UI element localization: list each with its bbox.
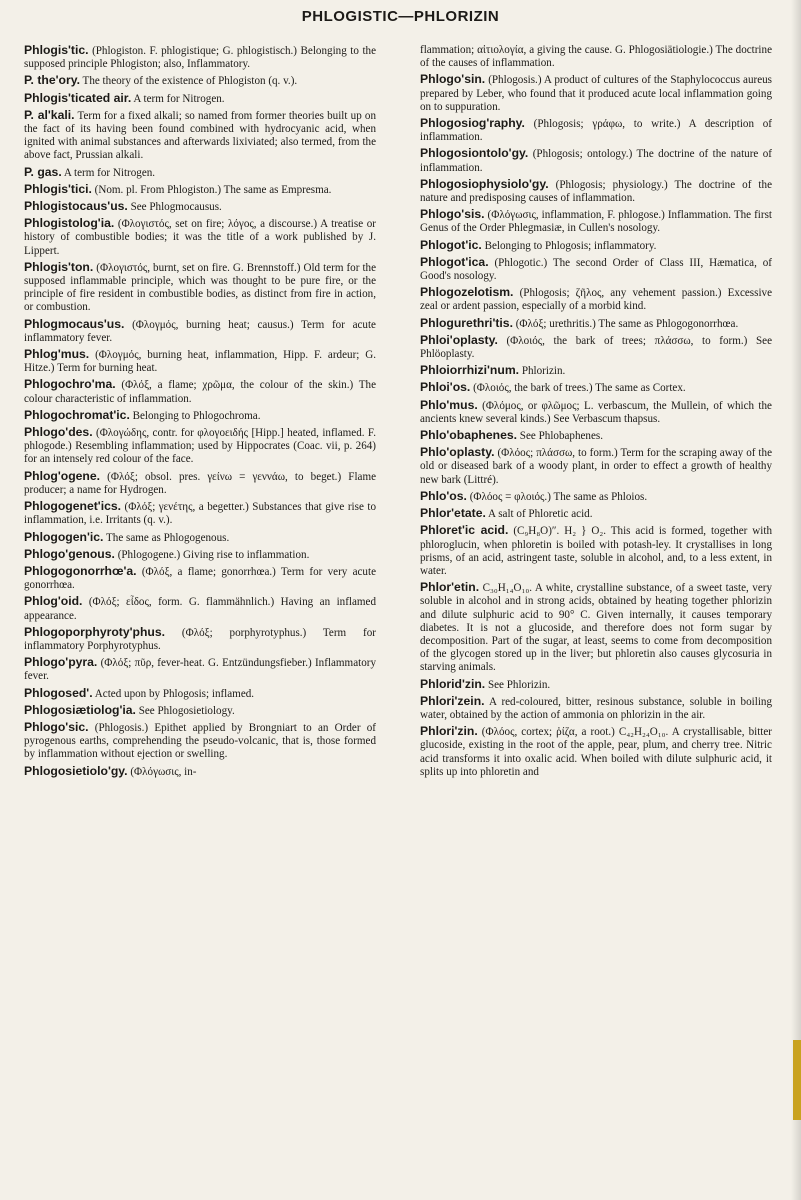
entry-headword: Phlogosiog'raphy. bbox=[420, 116, 525, 131]
entry-definition: (Φλόγωσις, in- bbox=[127, 765, 197, 778]
dictionary-entry bbox=[24, 548, 376, 562]
entry-definition: (Φλόος, cortex; ῥίζα, a root.) C₄₂H₂₄O₁₀. A crystallisable, bitter glucoside, existing in the root of the apple, pear, plum, and cherry tree. Nitric acid transforms it into oxalic acid. When boiled with dilute sulphuric acid, it splits up into phloretin and bbox=[420, 726, 772, 778]
entry-definition: (Phlogosis.) Epithet applied by Brongniart to an Order of pyrogenous earths, comprehending the pseudo-volcanic, that is, those formed by inflammation without ejection or swelling. bbox=[24, 721, 376, 761]
entry-definition: A red-coloured, bitter, resinous substance, soluble in boiling water, obtained by the action of ammonia on phlorizin in the air. bbox=[420, 695, 772, 721]
dictionary-entry bbox=[24, 656, 376, 683]
entry-headword: Phlogochromat'ic. bbox=[24, 407, 130, 422]
dictionary-entry bbox=[24, 687, 376, 701]
entry-headword: Phlo'obaphenes. bbox=[420, 428, 518, 443]
entry-definition: (Phlogosis.) A product of cultures of the Staphylococcus aureus prepared by Leber, who found that it produced acute local inflammation going on to suppuration. bbox=[420, 74, 772, 113]
dictionary-entry bbox=[24, 200, 376, 214]
entry-headword: Phlog'ogene. bbox=[24, 468, 101, 483]
entry-definition: (Phlogosis; physiology.) The doctrine of the nature and predisposing causes of inflammation. bbox=[420, 178, 772, 205]
entry-definition: Acted upon by Phlogosis; inflamed. bbox=[92, 687, 255, 700]
dictionary-entry bbox=[420, 147, 772, 174]
entry-definition: Belonging to Phlogochroma. bbox=[129, 409, 261, 422]
dictionary-entry bbox=[420, 286, 772, 313]
entry-headword: Phlogurethri'tis. bbox=[420, 315, 513, 330]
dictionary-entry bbox=[420, 73, 772, 114]
entry-definition: (Phlogosis; ontology.) The doctrine of the nature of inflammation. bbox=[420, 148, 772, 174]
dictionary-entry bbox=[420, 208, 772, 235]
entry-headword: Phlori'zin. bbox=[420, 724, 478, 739]
entry-headword: Phlogis'ton. bbox=[24, 259, 94, 274]
dictionary-entry bbox=[24, 565, 376, 592]
dictionary-entry bbox=[24, 704, 376, 718]
entry-headword: Phlogistolog'ia. bbox=[24, 216, 115, 231]
dictionary-entry bbox=[24, 261, 376, 315]
dictionary-entry bbox=[420, 256, 772, 283]
dictionary-entry bbox=[24, 500, 376, 527]
dictionary-entry bbox=[420, 381, 772, 395]
entry-headword: Phlogogen'ic. bbox=[24, 529, 104, 544]
dictionary-entry bbox=[24, 470, 376, 497]
entry-definition: (Φλόγωσις, inflammation, F. phlogose.) Inflammation. The first Genus of the Order Phlegmasiæ, in Cullen's nosology. bbox=[420, 209, 772, 235]
right-column bbox=[420, 44, 772, 782]
dictionary-entry bbox=[420, 490, 772, 504]
dictionary-entry bbox=[24, 378, 376, 405]
dictionary-entry bbox=[24, 166, 376, 180]
entry-headword: Phlogis'tici. bbox=[24, 181, 92, 196]
entry-definition: The same as Phlogogenous. bbox=[103, 531, 230, 544]
entry-definition: A term for Nitrogen. bbox=[61, 166, 156, 179]
dictionary-entry bbox=[420, 239, 772, 253]
entry-headword: P. gas. bbox=[24, 164, 62, 179]
entry-definition: (Φλογμός, burning heat; causus.) Term for acute inflammatory fever. bbox=[24, 318, 376, 344]
entry-headword: Phlor'etin. bbox=[420, 580, 480, 595]
entry-definition: A term for Nitrogen. bbox=[131, 92, 225, 105]
entry-definition: (Phlogogene.) Giving rise to inflammation. bbox=[114, 548, 310, 561]
entry-definition: (Φλόξ; porphyrotyphus.) Term for inflammatory Porphyrotyphus. bbox=[24, 626, 376, 652]
entry-headword: Phlogot'ica. bbox=[420, 254, 489, 269]
entry-definition: (Φλόξ, a flame; χρῶμα, the colour of the skin.) The colour characteristic of inflammation. bbox=[24, 379, 376, 405]
entry-headword: Phlo'mus. bbox=[420, 397, 478, 412]
entry-definition: Phlorizin. bbox=[519, 365, 566, 378]
entry-headword: Phlogis'tic. bbox=[24, 43, 89, 57]
entry-headword: Phlog'mus. bbox=[24, 347, 90, 362]
entry-definition: (Phlogotic.) The second Order of Class III, Hæmatica, of Good's nosology. bbox=[420, 256, 772, 283]
entry-definition: (Φλόμος, or φλῶμος; L. verbascum, the Mullein, of which the ancients knew several kinds.) See Verbascum thapsus. bbox=[420, 399, 772, 425]
dictionary-entry bbox=[24, 595, 376, 622]
dictionary-entry bbox=[24, 426, 376, 467]
entry-definition: See Phlorizin. bbox=[485, 678, 551, 691]
dictionary-entry bbox=[24, 183, 376, 197]
entry-definition: (C₉H₈O)″. H₂ } O₂. This acid is formed, together with phloroglucin, when phloretin is boiled with potash-ley. It crystallises in long prisms, of an acid, astringent taste, soluble in alcohol, and, to a less extent, in water. bbox=[420, 525, 772, 577]
dictionary-entry bbox=[420, 317, 772, 331]
entry-headword: Phlog'oid. bbox=[24, 594, 83, 609]
dictionary-entry bbox=[420, 581, 772, 674]
entry-definition: See Phlogosietiology. bbox=[135, 704, 235, 717]
dictionary-entry bbox=[420, 524, 772, 578]
entry-headword: Phlogo'sic. bbox=[24, 719, 89, 734]
dictionary-entry bbox=[420, 695, 772, 722]
entry-headword: Phlor'etate. bbox=[420, 506, 486, 521]
entry-headword: Phlogmocaus'us. bbox=[24, 316, 125, 331]
dictionary-entry bbox=[420, 678, 772, 692]
entry-headword: Phlogistocaus'us. bbox=[24, 199, 128, 214]
entry-definition: A salt of Phloretic acid. bbox=[485, 508, 593, 521]
dictionary-entry bbox=[420, 429, 772, 443]
entry-headword: Phlogosiontolo'gy. bbox=[420, 146, 529, 161]
dictionary-entry bbox=[420, 334, 772, 361]
entry-definition: The theory of the existence of Phlogiston (q. v.). bbox=[79, 75, 298, 88]
entry-definition: (Phlogiston. F. phlogistique; G. phlogistisch.) Belonging to the supposed principle Phlogiston; also, Inflammatory. bbox=[24, 45, 376, 71]
entry-headword: Phlogochro'ma. bbox=[24, 377, 116, 392]
entry-definition: Belonging to Phlogosis; inflammatory. bbox=[481, 239, 657, 252]
dictionary-entry bbox=[24, 109, 376, 163]
left-column bbox=[24, 44, 376, 782]
dictionary-entry bbox=[420, 725, 772, 779]
dictionary-entry bbox=[420, 507, 772, 521]
entry-definition: (Phlogosis; γράφω, to write.) A description of inflammation. bbox=[420, 118, 772, 144]
entry-definition: Term for a fixed alkali; so named from former theories built up on the fact of its having been found combined with hydrocyanic acid, when ignited with animal substances and afterwards lixiviated; also termed, from the above fact, Prussian alkali. bbox=[24, 109, 377, 162]
entry-headword: Phlogoporphyroty'phus. bbox=[24, 624, 166, 639]
entry-headword: Phloi'oplasty. bbox=[420, 332, 498, 347]
entry-headword: Phlogosietiolo'gy. bbox=[24, 763, 128, 778]
entry-headword: Phlo'os. bbox=[420, 488, 467, 503]
entry-headword: Phlogosed'. bbox=[24, 685, 93, 700]
entry-definition: C₃₀H₁₄O₁₀. A white, crystalline substance, of a sweet taste, very soluble in alcohol and in strong acids, obtained by heating together phlorizin and dilute sulphuric acid to 90° C. Given internally, it causes temporary diabetes. It is not a glucoside, and therefore does not form sugar by decomposition. Part of the sugar, at least, seems to come from decomposition of the glycogen stored up in the liver; but phloretin also causes glycosuria in starving animals. bbox=[420, 582, 772, 674]
entry-definition: (Φλόξ; obsol. pres. γείνω = γεννάω, to beget.) Flame producer; a name for Hydrogen. bbox=[24, 470, 376, 496]
dictionary-entry bbox=[24, 721, 376, 762]
entry-headword: Phlogot'ic. bbox=[420, 237, 482, 252]
entry-headword: Phlogozelotism. bbox=[420, 285, 514, 300]
entry-definition: (Φλογώδης, contr. for φλογοειδής [Hipp.] heated, inflamed. F. phlogode.) Resembling inflammation; used by Hippocrates (Coac. vii, p. 264) for an intensely red colour of the face. bbox=[24, 427, 376, 466]
entry-headword: Phlogogonorrhœ'a. bbox=[24, 563, 137, 578]
entry-definition: (Nom. pl. From Phlogiston.) The same as Empresma. bbox=[91, 183, 332, 196]
dictionary-entry bbox=[24, 217, 376, 258]
dictionary-entry bbox=[420, 446, 772, 487]
dictionary-entry bbox=[24, 92, 376, 106]
entry-headword: Phloi'os. bbox=[420, 380, 471, 395]
page-edge-shadow bbox=[791, 0, 801, 1200]
dictionary-entry bbox=[24, 531, 376, 545]
entry-definition: (Φλογιστός, burnt, set on fire. G. Brennstoff.) Old term for the supposed inflammable principle, which was thought to be pure fire, or the principle of fire resident in combustible bodies, as distinct from fire in action, or combustion. bbox=[24, 261, 376, 314]
thumb-index-tab bbox=[793, 1040, 801, 1120]
entry-definition: See Phlobaphenes. bbox=[517, 430, 603, 443]
page-header: PHLOGISTIC—PHLORIZIN bbox=[301, 8, 500, 25]
entry-definition: (Φλόος = φλοιός.) The same as Phloios. bbox=[466, 490, 648, 503]
entry-headword: P. the'ory. bbox=[24, 73, 80, 88]
dictionary-entry bbox=[24, 409, 376, 423]
entry-headword: Phloret'ic acid. bbox=[420, 523, 509, 538]
entry-definition: (Φλογμός, burning heat, inflammation, Hipp. F. ardeur; G. Hitze.) Term for burning heat. bbox=[24, 349, 376, 375]
dictionary-entry bbox=[24, 74, 376, 88]
dictionary-entry bbox=[24, 318, 376, 345]
entry-definition: (Φλόος; πλάσσω, to form.) Term for the scraping away of the old or diseased bark of a woody plant, in order to effect a growth of healthy new bark (Littré). bbox=[420, 447, 772, 486]
dictionary-entry bbox=[24, 626, 376, 653]
entry-headword: Phlorid'zin. bbox=[420, 676, 486, 691]
entry-headword: Phlogo'des. bbox=[24, 425, 93, 440]
entry-headword: Phlogosiophysiolo'gy. bbox=[420, 176, 549, 191]
entry-definition: (Φλοιός, the bark of trees.) The same as Cortex. bbox=[470, 382, 686, 395]
entry-headword: Phlogo'genous. bbox=[24, 546, 115, 561]
entry-definition: (Φλόξ, a flame; gonorrhœa.) Term for very acute gonorrhœa. bbox=[24, 565, 376, 592]
entry-headword: P. al'kali. bbox=[24, 107, 75, 122]
dictionary-entry bbox=[420, 178, 772, 205]
dictionary-entry bbox=[24, 44, 376, 71]
dictionary-entry bbox=[420, 364, 772, 378]
entry-definition: (Φλόξ; urethritis.) The same as Phlogogonorrhœa. bbox=[512, 317, 739, 330]
dictionary-entry bbox=[24, 348, 376, 375]
entry-headword: Phlogo'sin. bbox=[420, 72, 486, 87]
entry-definition: (Φλοιός, the bark of trees; πλάσσω, to form.) See Phlöoplasty. bbox=[420, 334, 772, 361]
entry-definition: (Φλόξ; πῦρ, fever-heat. G. Entzündungsfieber.) Inflammatory fever. bbox=[24, 657, 376, 683]
entry-headword: Phlori'zein. bbox=[420, 693, 485, 708]
entry-definition: (Φλόξ; εἶδος, form. G. flammähnlich.) Having an inflamed appearance. bbox=[24, 596, 376, 622]
entry-definition: (Φλογιστός, set on fire; λόγος, a discourse.) A treatise or history of combustible bodies; it was the title of a work published by J. Lippert. bbox=[24, 218, 376, 257]
entry-definition: flammation; αἰτιολογία, a giving the cause. G. Phlogosiätiologie.) The doctrine of the causes of inflammation. bbox=[420, 44, 772, 70]
entry-definition: (Φλόξ; γενέτης, a begetter.) Substances that give rise to inflammation, i.e. Irritants (q. v.). bbox=[24, 501, 376, 527]
entry-headword: Phloiorrhizi'num. bbox=[420, 363, 520, 378]
dictionary-entry bbox=[420, 117, 772, 144]
entry-definition: See Phlogmocausus. bbox=[127, 201, 222, 214]
entry-headword: Phlo'oplasty. bbox=[420, 445, 495, 460]
entry-headword: Phlogogenet'ics. bbox=[24, 499, 122, 514]
entry-definition: (Phlogosis; ζῆλος, any vehement passion.) Excessive zeal or ardent passion, especially of a morbid kind. bbox=[420, 287, 772, 313]
entry-headword: Phlogo'sis. bbox=[420, 207, 485, 222]
entry-headword: Phlogo'pyra. bbox=[24, 655, 98, 670]
entry-headword: Phlogosiætiolog'ia. bbox=[24, 702, 136, 717]
dictionary-entry bbox=[420, 399, 772, 426]
dictionary-entry bbox=[24, 765, 376, 779]
entry-headword: Phlogis'ticated air. bbox=[24, 90, 132, 105]
dictionary-entry bbox=[420, 44, 772, 70]
